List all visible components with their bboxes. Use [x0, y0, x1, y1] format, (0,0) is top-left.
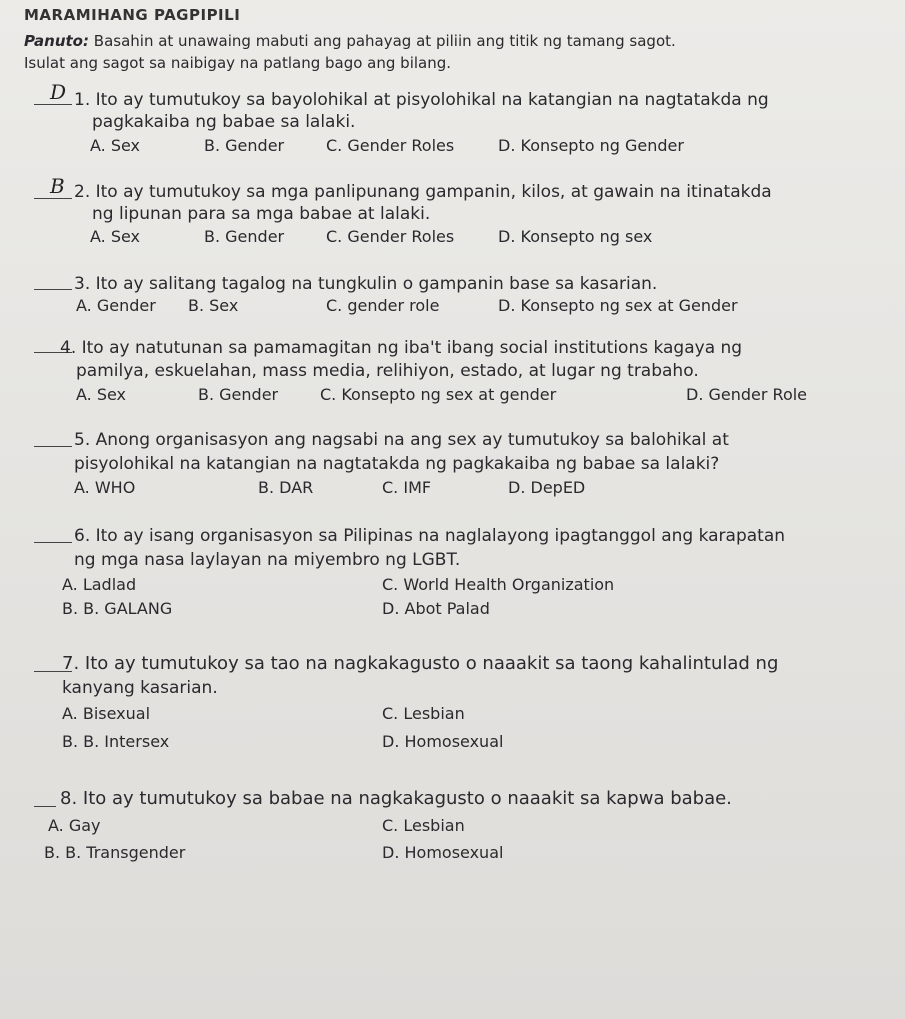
q2-option-b: B. Gender	[204, 227, 285, 246]
instruction-line-2: Isulat ang sagot sa naibigay na patlang bago ang bilang.	[24, 54, 452, 72]
panuto-label: Panuto:	[24, 32, 89, 50]
answer-blank-5[interactable]	[34, 446, 72, 447]
q5-option-a: A. WHO	[74, 478, 136, 497]
question-6-line-2: ng mga nasa laylayan na miyembro ng LGBT.	[74, 550, 461, 570]
q3-option-c: C. gender role	[326, 296, 440, 315]
question-7-line-2: kanyang kasarian.	[62, 678, 218, 698]
q1-option-b: B. Gender	[204, 136, 285, 155]
q8-option-c: C. Lesbian	[382, 816, 465, 835]
question-1-line-2: pagkakaiba ng babae sa lalaki.	[92, 112, 356, 132]
instruction-text-1: Basahin at unawaing mabuti ang pahayag at piliin ang titik ng tamang sagot.	[93, 32, 676, 50]
q8-option-b: B. B. Transgender	[44, 843, 186, 862]
instruction-line-1	[24, 34, 676, 49]
question-2-line-2: ng lipunan para sa mga babae at lalaki.	[92, 204, 431, 224]
q1-option-c: C. Gender Roles	[326, 136, 455, 155]
q1-option-d: D. Konsepto ng Gender	[498, 136, 684, 155]
question-2-line-1: 2. Ito ay tumutukoy sa mga panlipunang gampanin, kilos, at gawain na itinatakda	[74, 182, 772, 202]
question-4-line-1: 4. Ito ay natutunan sa pamamagitan ng iba't ibang social institutions kagaya ng	[60, 338, 743, 358]
q7-option-c: C. Lesbian	[382, 704, 465, 723]
handwritten-answer-1: D	[50, 80, 67, 104]
q7-option-a: A. Bisexual	[62, 704, 151, 723]
question-7-line-1: 7. Ito ay tumutukoy sa tao na nagkakagusto o naaakit sa taong kahalintulad ng	[62, 653, 779, 674]
q3-option-d: D. Konsepto ng sex at Gender	[498, 296, 738, 315]
q2-option-a: A. Sex	[90, 227, 141, 246]
q2-option-d: D. Konsepto ng sex	[498, 227, 653, 246]
answer-blank-8[interactable]	[34, 806, 56, 807]
answer-blank-3[interactable]	[34, 289, 72, 290]
answer-blank-1[interactable]	[34, 104, 72, 105]
q6-option-a: A. Ladlad	[62, 575, 137, 594]
q4-option-c: C. Konsepto ng sex at gender	[320, 385, 557, 404]
worksheet-title: MARAMIHANG PAGPIPILI	[24, 6, 241, 24]
q6-option-d: D. Abot Palad	[382, 599, 490, 618]
q5-option-b: B. DAR	[258, 478, 314, 497]
answer-blank-2[interactable]	[34, 198, 72, 199]
question-8-line-1: 8. Ito ay tumutukoy sa babae na nagkakagusto o naaakit sa kapwa babae.	[60, 788, 732, 809]
question-5-line-2: pisyolohikal na katangian na nagtatakda ng pagkakaiba ng babae sa lalaki?	[74, 454, 720, 474]
q3-option-a: A. Gender	[76, 296, 156, 315]
q4-option-b: B. Gender	[198, 385, 279, 404]
q4-option-d: D. Gender Role	[686, 385, 808, 404]
q7-option-d: D. Homosexual	[382, 732, 504, 751]
q8-option-a: A. Gay	[48, 816, 101, 835]
q6-option-b: B. B. GALANG	[62, 599, 173, 618]
q8-option-d: D. Homosexual	[382, 843, 504, 862]
question-3-line-1: 3. Ito ay salitang tagalog na tungkulin o gampanin base sa kasarian.	[74, 274, 658, 294]
q1-option-a: A. Sex	[90, 136, 141, 155]
handwritten-answer-2: B	[50, 174, 65, 198]
q3-option-b: B. Sex	[188, 296, 239, 315]
q5-option-c: C. IMF	[382, 478, 432, 497]
question-1-line-1: 1. Ito ay tumutukoy sa bayolohikal at pisyolohikal na katangian na nagtatakda ng	[74, 90, 769, 110]
question-6-line-1: 6. Ito ay isang organisasyon sa Pilipinas na naglalayong ipagtanggol ang karapatan	[74, 526, 786, 546]
q2-option-c: C. Gender Roles	[326, 227, 455, 246]
q6-option-c: C. World Health Organization	[382, 575, 615, 594]
answer-blank-6[interactable]	[34, 542, 72, 543]
q4-option-a: A. Sex	[76, 385, 127, 404]
question-4-line-2: pamilya, eskuelahan, mass media, relihiyon, estado, at lugar ng trabaho.	[76, 361, 699, 381]
q7-option-b: B. B. Intersex	[62, 732, 170, 751]
q5-option-d: D. DepED	[508, 478, 586, 497]
question-5-line-1: 5. Anong organisasyon ang nagsabi na ang sex ay tumutukoy sa balohikal at	[74, 430, 729, 450]
